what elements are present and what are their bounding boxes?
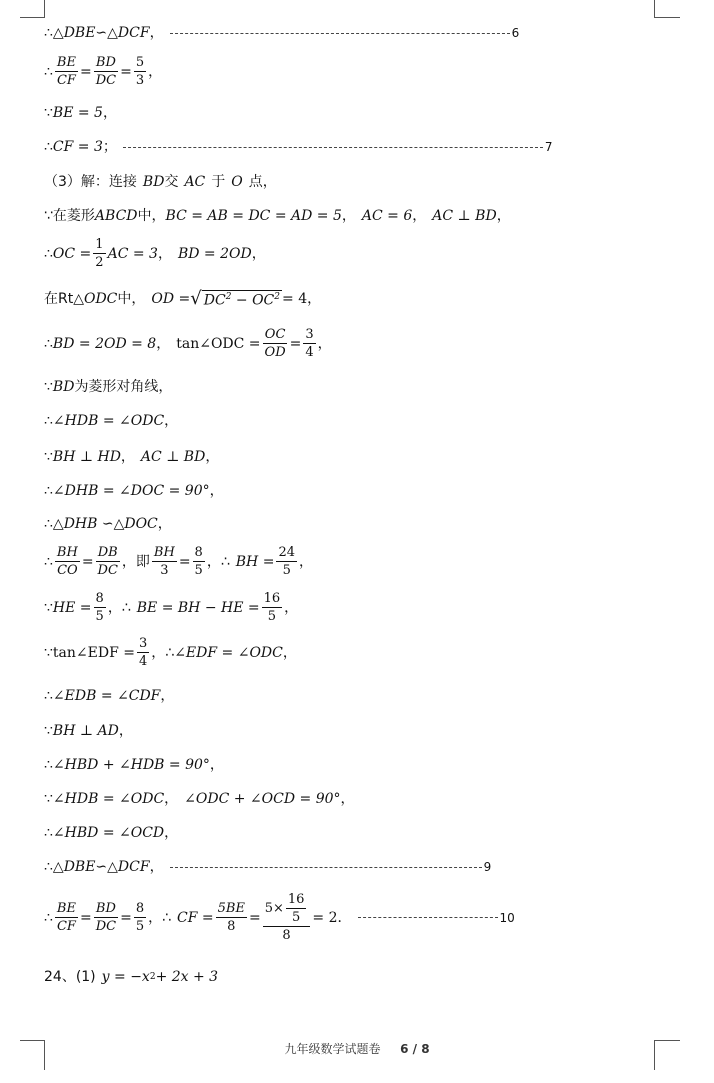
page-footer	[0, 1040, 714, 1057]
solution-line-9: ∴ BD = 2OD = 8 ， tan∠ODC = $\frac{OC}{OD}$ = $\frac{3}{4}$ ，	[44, 327, 332, 360]
compound-fraction: 5× $\frac{16}{5}$ 8	[263, 893, 311, 942]
fraction: $\frac{BD}{DC}$	[95, 55, 117, 88]
score-mark: 9	[483, 860, 492, 874]
score-leader	[170, 33, 510, 34]
fraction: $\frac{BE}{CF}$	[56, 901, 76, 934]
fraction: $\frac{BD}{DC}$	[95, 901, 117, 934]
solution-line-10: ∵ BD 为菱形对角线，	[44, 379, 173, 395]
fraction: $\frac{5BE}{8}$	[217, 901, 245, 934]
fraction: $\frac{OC}{OD}$	[264, 327, 286, 360]
fraction: $\frac{8}{5}$	[194, 545, 203, 578]
solution-line-11: ∴ ∠HDB = ∠ODC ，	[44, 413, 179, 429]
solution-line-13: ∴ ∠DHB = ∠DOC = 90° ，	[44, 483, 224, 499]
solution-line-2: ∴ $\frac{BE}{CF}$ = $\frac{BD}{DC}$ = $\frac{5}{3}$ ，	[44, 55, 163, 88]
solution-line-6: ∵在菱形 ABCD 中， BC = AB = DC = AD = 5 ， AC = 6 ， AC ⊥ BD ，	[44, 208, 511, 224]
fraction: $\frac{1}{2}$	[95, 237, 104, 270]
score-mark: 7	[544, 140, 553, 154]
fraction: $\frac{BH}{CO}$	[56, 545, 78, 578]
solution-line-4: ∴ CF = 3 ； 7	[44, 139, 553, 155]
solution-line-7: ∴ OC = $\frac{1}{2}$ AC = 3 ， BD = 2OD ，	[44, 237, 266, 270]
fraction: $\frac{24}{5}$	[278, 545, 295, 578]
solution-line-21: ∵ ∠HDB = ∠ODC ， ∠ODC + ∠OCD = 90° ，	[44, 791, 355, 807]
solution-line-25: 24、(1) y = −x 2 + 2x + 3	[44, 969, 219, 985]
solution-line-18: ∴ ∠EDB = ∠CDF ，	[44, 688, 175, 704]
solution-line-20: ∴ ∠HBD + ∠HDB = 90° ，	[44, 757, 224, 773]
solution-line-16: ∵ HE = $\frac{8}{5}$ ，∴ BE = BH − HE = $\frac{16}{5}$ ，	[44, 591, 299, 624]
fraction: $\frac{8}{5}$	[135, 901, 145, 934]
fraction: $\frac{5}{3}$	[135, 55, 145, 88]
fraction: $\frac{DB}{DC}$	[97, 545, 118, 578]
solution-line-1: ∴ △DBE∽△DCF ， 6	[44, 25, 520, 41]
solution-line-17: ∵ tan∠EDF = $\frac{3}{4}$ ，∴ ∠EDF = ∠ODC ，	[44, 636, 297, 669]
score-leader	[123, 147, 543, 148]
solution-line-8: 在Rt△ ODC 中， OD = √ $DC^2 - OC^2$ = 4 ，	[44, 288, 322, 309]
fraction: $\frac{3}{4}$	[138, 636, 148, 669]
solution-line-24: ∴ $\frac{BE}{CF}$ = $\frac{BD}{DC}$ = $\frac{8}{5}$ ，∴ CF = $\frac{5BE}{8}$ = 5× $\frac{16}{5}$ 8 = 2 ． 10	[44, 892, 515, 943]
fraction: $\frac{BE}{CF}$	[56, 55, 76, 88]
fraction: $\frac{3}{4}$	[305, 327, 314, 360]
crop-mark-top-right-h	[654, 17, 680, 18]
fraction: $\frac{BH}{3}$	[153, 545, 175, 578]
footer-title: 九年级数学试题卷	[284, 1042, 381, 1056]
solution-line-22: ∴ ∠HBD = ∠OCD ，	[44, 825, 179, 841]
page-number: 6 / 8	[400, 1042, 430, 1056]
score-mark: 10	[499, 910, 515, 925]
solution-line-23: ∴ △DBE∽△DCF ， 9	[44, 859, 492, 875]
solution-line-5: （3）解：连接 BD 交 AC 于 O 点，	[44, 174, 277, 190]
solution-line-3: ∵ BE = 5 ，	[44, 105, 117, 121]
score-mark: 6	[511, 26, 520, 40]
square-root: √ $DC^2 - OC^2$	[190, 288, 281, 309]
solution-line-14: ∴ △DHB ∽△DOC ，	[44, 516, 172, 532]
fraction: $\frac{16}{5}$	[263, 591, 281, 624]
solution-line-12: ∵ BH ⊥ HD ， AC ⊥ BD ，	[44, 449, 220, 465]
solution-line-19: ∵ BH ⊥ AD ，	[44, 723, 133, 739]
solution-line-15: ∴ $\frac{BH}{CO}$ = $\frac{DB}{DC}$ ，即 $\frac{BH}{3}$ = $\frac{8}{5}$ ，∴ BH = $\frac{24}{5}$ ，	[44, 545, 313, 578]
crop-mark-top-left-h	[20, 17, 45, 18]
crop-mark-top-left-v	[44, 0, 45, 18]
fraction: $\frac{8}{5}$	[95, 591, 104, 624]
score-leader	[170, 867, 482, 868]
score-leader	[358, 917, 498, 918]
crop-mark-top-right-v	[654, 0, 655, 18]
